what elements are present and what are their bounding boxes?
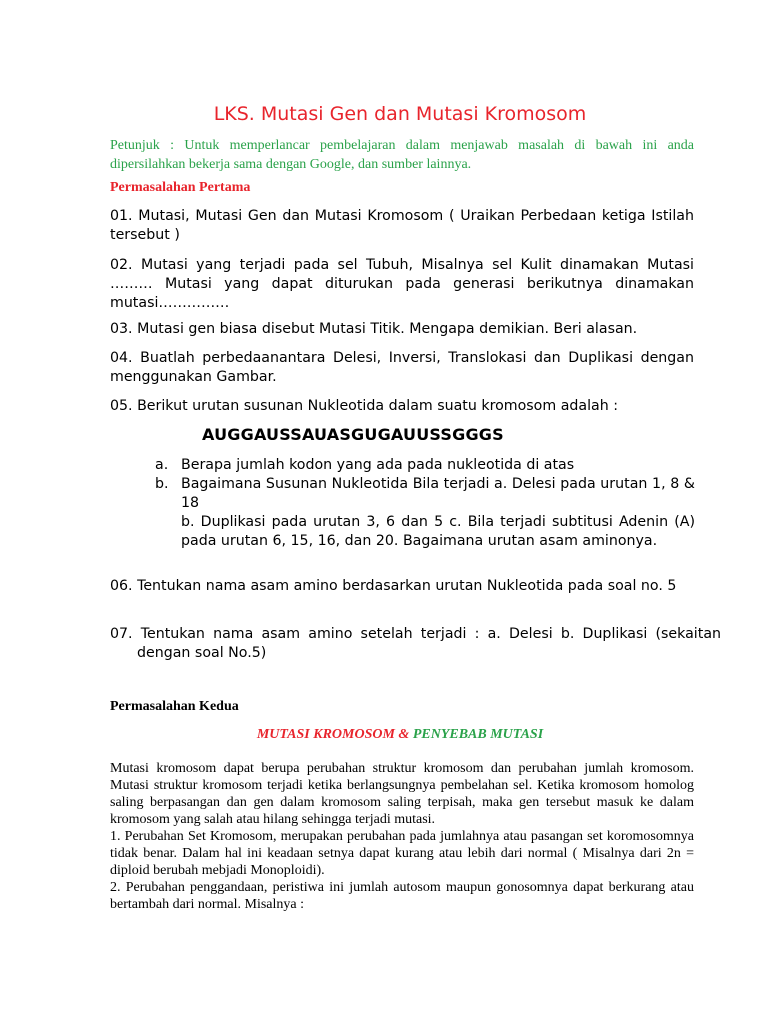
question-03: 03. Mutasi gen biasa disebut Mutasi Titik. Mengapa demikian. Beri alasan. [110,321,638,337]
document-title: LKS. Mutasi Gen dan Mutasi Kromosom [213,103,587,125]
question-06: 06. Tentukan nama asam amino berdasarkan urutan Nukleotida pada soal no. 5 [110,578,677,594]
sub-question-a-text: Berapa jumlah kodon yang ada pada nukleotida di atas [181,457,575,473]
question-04: 04. Buatlah perbedaanantara Delesi, Inversi, Translokasi dan Duplikasi dengan menggunakan Gambar. [110,350,694,385]
sub-question-b-text: Bagaimana Susunan Nukleotida Bila terjadi a. Delesi pada urutan 1, 8 & 18 [181,476,695,511]
question-05: 05. Berikut urutan susunan Nukleotida dalam suatu kromosom adalah : [110,398,619,414]
sub-question-b-continued: b. Duplikasi pada urutan 3, 6 dan 5 c. Bila terjadi subtitusi Adenin (A) pada urutan 6, 15, 16, dan 20. Bagaimana urutan asam aminonya. [181,514,695,549]
nucleotide-sequence: AUGGAUSSAUASGUGAUUSSGGGS [202,425,504,444]
question-07: 07. Tentukan nama asam amino setelah terjadi : a. Delesi b. Duplikasi (sekaitan dengan soal No.5) [110,626,721,661]
section-2-body [110,760,694,913]
question-01: 01. Mutasi, Mutasi Gen dan Mutasi Kromosom ( Uraikan Perbedaan ketiga Istilah tersebut ) [110,208,694,243]
sub-question-a [155,456,695,475]
section-1-heading: Permasalahan Pertama [110,180,251,195]
paragraph-point-2: 2. Perubahan penggandaan, peristiwa ini jumlah autosom maupun gonosomnya dapat berkurang atau bertambah dari normal. Misalnya : [110,880,694,912]
sub-question-b [155,475,695,551]
subtitle-green-part: PENYEBAB MUTASI [412,727,544,742]
question-02: 02. Mutasi yang terjadi pada sel Tubuh, Misalnya sel Kulit dinamakan Mutasi ……… Mutasi yang dapat diturukan pada generasi berikutnya dinamakan mutasi…………… [110,257,694,311]
section-2-subtitle [0,727,768,743]
paragraph-intro: Mutasi kromosom dapat berupa perubahan struktur kromosom dan perubahan jumlah kromosom. Mutasi struktur kromosom terjadi ketika berlangsungnya pembelahan sel. Ketika kromosom homolog saling berpasangan dan gen dalam kromosom saling terpisah, maka gen tersebut masuk ke dalam kromosom yang salah atau hilang sehingga terjadi mutasi. [110,761,694,827]
paragraph-point-1: 1. Perubahan Set Kromosom, merupakan perubahan pada jumlahnya atau pasangan set koromosomnya tidak benar. Dalam hal ini keadaan setnya dapat kurang atau lebih dari normal ( Misalnya dari 2n = diploid berubah mebjadi Monoploidi). [110,829,694,878]
section-2-heading: Permasalahan Kedua [110,699,239,714]
sub-question-a-marker: a. [155,457,169,473]
sub-question-b-marker: b. [155,476,169,492]
instructions-text: Petunjuk : Untuk memperlancar pembelajaran dalam menjawab masalah di bawah ini anda dipersilahkan bekerja sama dengan Google, dan sumber lainnya. [110,138,694,172]
subtitle-red-part: MUTASI KROMOSOM & [256,727,413,742]
